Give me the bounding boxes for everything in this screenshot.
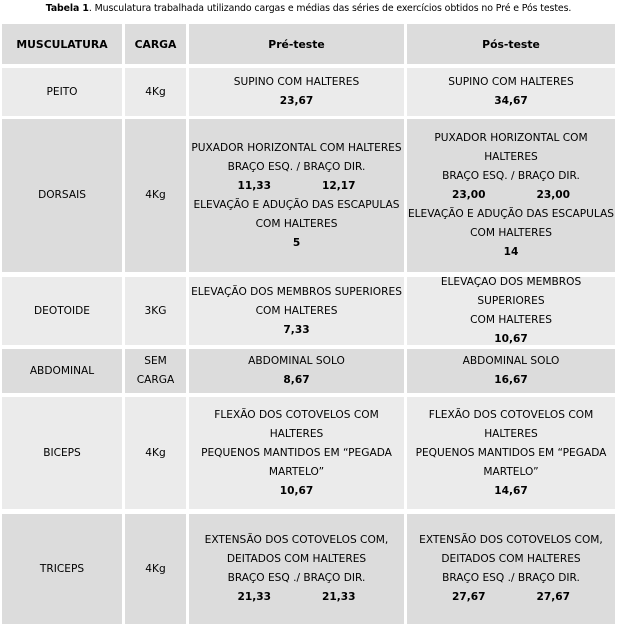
exercise-text: SUPINO COM HALTERES [448, 76, 574, 88]
pos-teste-cell [407, 397, 615, 509]
exercise-text: ELEVAÇÃO DOS MEMBROS SUPERIORES [191, 285, 402, 298]
exercise-text: COM HALTERES [470, 314, 552, 326]
pre-teste-cell [189, 277, 404, 345]
pre-teste-cell [189, 397, 404, 509]
musculatura-cell: TRICEPS [2, 514, 122, 624]
exercise-text: MARTELO” [268, 465, 325, 478]
pre-teste-cell [189, 119, 404, 272]
musculatura-cell: PEITO [2, 68, 122, 116]
exercise-text: ELEVAÇÃO E ADUÇÃO DAS ESCAPULAS [193, 198, 400, 211]
header-musculatura: MUSCULATURA [2, 24, 122, 64]
exercise-text: BRAÇO ESQ ./ BRAÇO DIR. [227, 572, 366, 584]
exercise-text: FLEXÃO DOS COTOVELOS COM HALTERES [428, 408, 594, 440]
exercise-text: BRAÇO ESQ ./ BRAÇO DIR. [442, 572, 580, 584]
exercise-text: ABDOMINAL SOLO [248, 355, 345, 367]
pos-teste-cell [407, 68, 615, 116]
exercise-text: EXTENSÃO DOS COTOVELOS COM, [204, 534, 389, 546]
carga-cell [125, 68, 186, 116]
mean-left-arm: 11,33 [237, 179, 272, 192]
mean-value: 14 [503, 246, 519, 258]
header-pre-teste: Pré-teste [189, 24, 404, 64]
caption-text: . Musculatura trabalhada utilizando cargas e médias das séries de exercícios obtidos no Pré e Pós testes. [88, 3, 572, 14]
musculatura-cell: BICEPS [2, 397, 122, 509]
mean-left-arm: 27,67 [452, 591, 486, 603]
mean-value: 5 [292, 236, 301, 249]
mean-value: 8,67 [283, 374, 310, 386]
caption-label: Tabela 1 [45, 3, 89, 14]
mean-pair [238, 177, 356, 196]
exercise-text: COM HALTERES [470, 227, 552, 239]
mean-value: 7,33 [283, 323, 310, 336]
musculatura-cell: ABDOMINAL [2, 349, 122, 393]
mean-left-arm: 21,33 [237, 591, 272, 603]
exercise-text: PUXADOR HORIZONTAL COM HALTERES [434, 132, 588, 163]
mean-value: 10,67 [494, 333, 528, 345]
pos-teste-cell [407, 119, 615, 272]
exercise-text: MARTELO” [483, 465, 539, 478]
pos-teste-cell [407, 349, 615, 393]
exercise-text: PEQUENOS MANTIDOS EM “PEGADA [415, 446, 607, 459]
exercise-text: DEITADOS COM HALTERES [441, 553, 581, 565]
exercise-text: FLEXÃO DOS COTOVELOS COM HALTERES [214, 408, 379, 440]
exercise-text: ABDOMINAL SOLO [462, 355, 560, 367]
carga-cell [125, 349, 186, 393]
pos-teste-cell [407, 514, 615, 624]
mean-right-arm: 21,33 [321, 591, 356, 603]
mean-pair [452, 588, 570, 607]
carga-cell [125, 277, 186, 345]
pre-teste-cell [189, 514, 404, 624]
mean-value: 16,67 [494, 374, 528, 386]
exercise-text: COM HALTERES [255, 304, 338, 317]
carga-cell [125, 514, 186, 624]
exercise-text: PEQUENOS MANTIDOS EM “PEGADA [201, 446, 392, 459]
carga-cell [125, 397, 186, 509]
carga-text: CARGA [136, 374, 175, 386]
mean-right-arm: 12,17 [321, 179, 356, 192]
mean-value: 14,67 [494, 484, 528, 497]
exercise-text: EXTENSÃO DOS COTOVELOS COM, [419, 534, 603, 546]
carga-text: 3KG [144, 304, 167, 317]
pos-teste-cell [407, 277, 615, 345]
mean-pair [238, 588, 356, 607]
carga-text: 4Kg [145, 446, 166, 459]
data-table [0, 22, 617, 626]
exercise-text: DEITADOS COM HALTERES [226, 553, 367, 565]
mean-right-arm: 27,67 [536, 591, 570, 603]
mean-value: 34,67 [494, 95, 528, 107]
header-pos-teste: Pós-teste [407, 24, 615, 64]
exercise-text: ELEVAÇÃO E ADUÇÃO DAS ESCAPULAS [407, 208, 615, 220]
mean-value: 23,67 [279, 95, 314, 107]
mean-pair [452, 186, 570, 205]
exercise-text: PUXADOR HORIZONTAL COM HALTERES [191, 141, 402, 154]
exercise-text: SUPINO COM HALTERES [233, 76, 360, 88]
pre-teste-cell [189, 68, 404, 116]
mean-right-arm: 23,00 [536, 189, 570, 201]
carga-text: SEM [144, 355, 167, 367]
exercise-text: BRAÇO ESQ. / BRAÇO DIR. [442, 170, 580, 182]
carga-text: 4Kg [145, 85, 166, 98]
table-caption [0, 0, 617, 18]
mean-value: 10,67 [279, 484, 314, 497]
carga-text: 4Kg [145, 189, 166, 201]
exercise-text: BRAÇO ESQ. / BRAÇO DIR. [227, 160, 366, 173]
musculatura-cell: DEOTOIDE [2, 277, 122, 345]
exercise-text: ELEVAÇÃO DOS MEMBROS SUPERIORES [440, 277, 582, 307]
mean-left-arm: 23,00 [452, 189, 486, 201]
header-carga: CARGA [125, 24, 186, 64]
musculatura-cell: DORSAIS [2, 119, 122, 272]
carga-cell [125, 119, 186, 272]
carga-text: 4Kg [145, 562, 166, 575]
exercise-text: COM HALTERES [255, 217, 338, 230]
pre-teste-cell [189, 349, 404, 393]
